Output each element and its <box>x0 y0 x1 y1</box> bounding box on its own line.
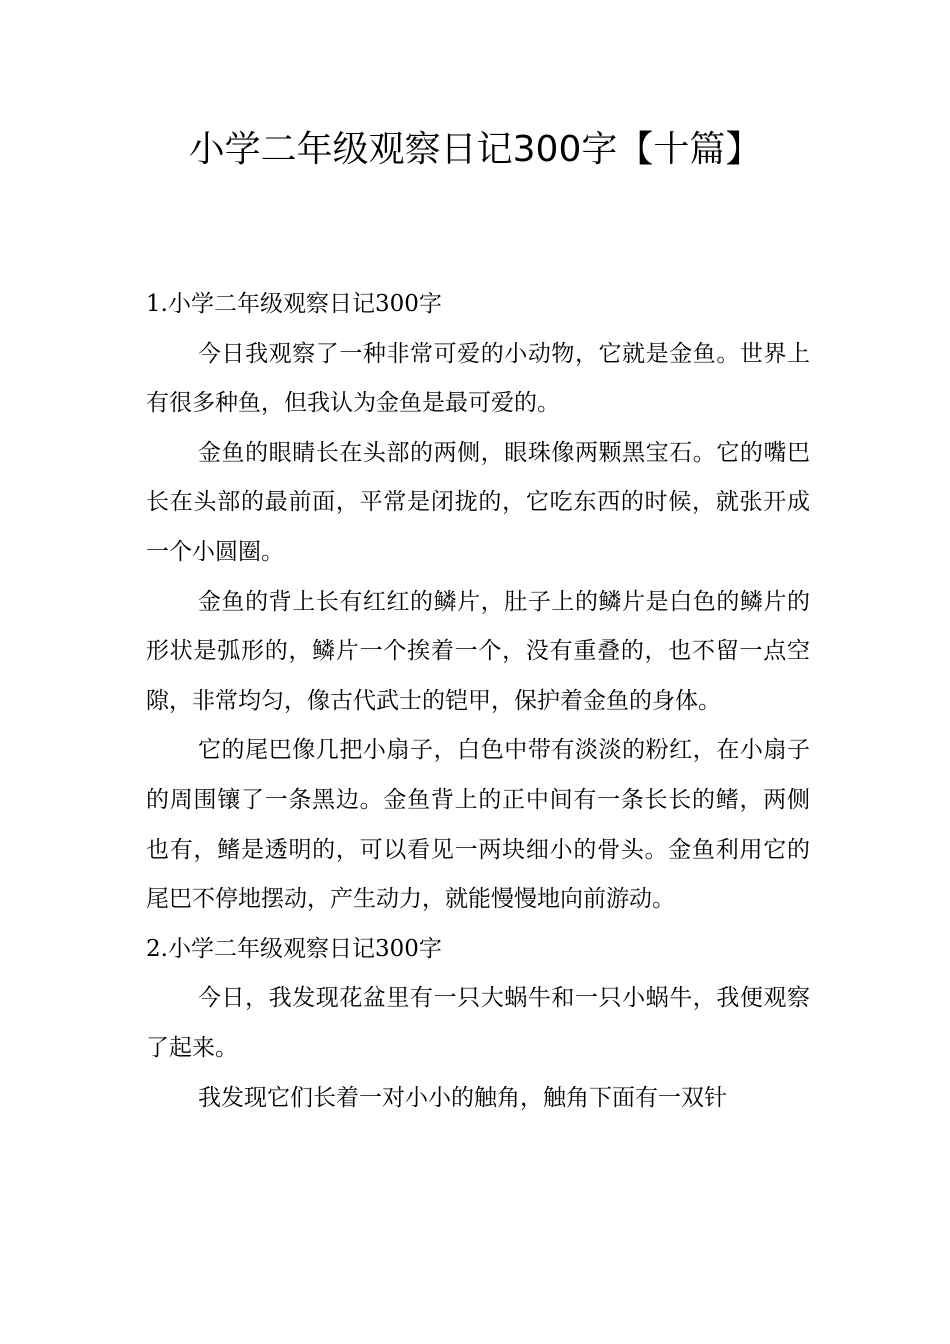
document-body <box>146 280 810 1123</box>
section-2 <box>146 925 810 1123</box>
paragraph: 今日，我发现花盆里有一只大蜗牛和一只小蜗牛，我便观察了起来。 <box>146 985 810 1061</box>
document-title: 小学二年级观察日记300字【十篇】 <box>188 129 762 170</box>
paragraph: 金鱼的背上长有红红的鳞片，肚子上的鳞片是白色的鳞片的形状是弧形的，鳞片一个挨着一个，没有重叠的，也不留一点空隙，非常均匀，像古代武士的铠甲，保护着金鱼的身体。 <box>146 588 810 714</box>
paragraph: 我发现它们长着一对小小的触角，触角下面有一双针 <box>198 1084 727 1111</box>
section-heading: 1.小学二年级观察日记300字 <box>146 291 442 317</box>
paragraph: 今日我观察了一种非常可爱的小动物，它就是金鱼。世界上有很多种鱼，但我认为金鱼是最可爱的。 <box>146 340 810 417</box>
section-1 <box>146 280 810 925</box>
paragraph: 它的尾巴像几把小扇子，白色中带有淡淡的粉红，在小扇子的周围镶了一条黑边。金鱼背上的正中间有一条长长的鳍，两侧也有，鳍是透明的，可以看见一两块细小的骨头。金鱼利用它的尾巴不停地摆动，产生动力，就能慢慢地向前游动。 <box>146 737 810 913</box>
section-heading: 2.小学二年级观察日记300字 <box>146 935 442 962</box>
paragraph: 金鱼的眼睛长在头部的两侧，眼珠像两颗黑宝石。它的嘴巴长在头部的最前面，平常是闭拢的，它吃东西的时候，就张开成一个小圆圈。 <box>146 439 810 565</box>
